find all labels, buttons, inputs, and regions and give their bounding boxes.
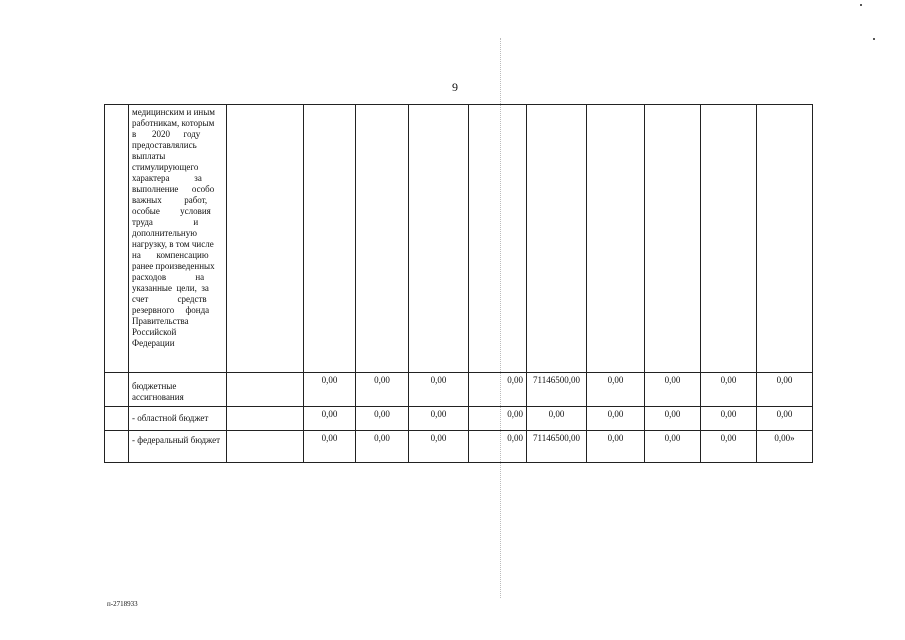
- description-line: характера за: [132, 173, 202, 183]
- value-cell: 0,00: [527, 407, 587, 431]
- value-cell: 0,00: [409, 373, 469, 407]
- table-cell: [304, 105, 356, 373]
- table-cell: [227, 431, 304, 463]
- value-cell: 0,00: [469, 431, 527, 463]
- document-code: п-2718933: [107, 600, 138, 608]
- table-cell: [105, 105, 129, 373]
- description-line: в 2020 году: [132, 129, 201, 139]
- value-cell: 0,00: [645, 431, 701, 463]
- description-line: счет средств: [132, 294, 207, 304]
- measure-description-cell: [129, 105, 227, 373]
- value-cell: 0,00: [409, 407, 469, 431]
- description-line: Федерации: [132, 338, 175, 348]
- value-cell: 0,00: [356, 431, 409, 463]
- table-row: [105, 407, 813, 431]
- measure-description: [132, 107, 223, 349]
- description-line: Российской: [132, 327, 177, 337]
- value-cell: 71146500,00: [527, 431, 587, 463]
- value-cell: 0,00: [757, 407, 813, 431]
- value-cell: 0,00: [645, 373, 701, 407]
- description-line: Правительства: [132, 316, 189, 326]
- value-cell: 0,00: [304, 431, 356, 463]
- value-cell: 0,00: [587, 407, 645, 431]
- budget-table: [104, 104, 813, 463]
- value-cell: 0,00: [587, 431, 645, 463]
- table-cell: [356, 105, 409, 373]
- value-cell: 0,00: [356, 407, 409, 431]
- value-cell: 0,00: [304, 407, 356, 431]
- description-line: труда и: [132, 217, 199, 227]
- row-label: бюджетные ассигнования: [129, 373, 227, 407]
- description-line: работникам, которым: [132, 118, 215, 128]
- description-line: особые условия: [132, 206, 211, 216]
- value-cell: 0,00: [701, 431, 757, 463]
- table-row: [105, 373, 813, 407]
- table-cell: [645, 105, 701, 373]
- table-cell: [105, 407, 129, 431]
- table-cell: [757, 105, 813, 373]
- description-line: предоставлялись: [132, 140, 197, 150]
- value-cell: 71146500,00: [527, 373, 587, 407]
- value-cell: 0,00: [757, 373, 813, 407]
- description-line: выполнение особо: [132, 184, 215, 194]
- description-line: расходов на: [132, 272, 205, 282]
- description-line: медицинским и иным: [132, 107, 215, 117]
- value-cell: 0,00: [469, 407, 527, 431]
- table-cell: [227, 407, 304, 431]
- table-cell: [587, 105, 645, 373]
- value-cell: 0,00: [701, 373, 757, 407]
- scan-speck: [873, 38, 875, 40]
- description-line: нагрузку, в том числе: [132, 239, 214, 249]
- value-cell: 0,00: [701, 407, 757, 431]
- table-cell: [701, 105, 757, 373]
- table-cell: [105, 373, 129, 407]
- table-cell: [469, 105, 527, 373]
- description-line: на компенсацию: [132, 250, 209, 260]
- page-number: 9: [452, 80, 458, 94]
- table-cell: [409, 105, 469, 373]
- value-cell: 0,00: [304, 373, 356, 407]
- table-cell: [105, 431, 129, 463]
- row-label: - федеральный бюджет: [129, 431, 227, 463]
- description-line: стимулирующего: [132, 162, 199, 172]
- row-label: - областной бюджет: [129, 407, 227, 431]
- description-line: выплаты: [132, 151, 166, 161]
- value-cell: 0,00: [587, 373, 645, 407]
- table-cell: [527, 105, 587, 373]
- table-cell: [227, 105, 304, 373]
- description-line: резервного фонда: [132, 305, 210, 315]
- table-cell: [227, 373, 304, 407]
- description-line: дополнительную: [132, 228, 197, 238]
- table-row: [105, 431, 813, 463]
- value-cell: 0,00»: [757, 431, 813, 463]
- value-cell: 0,00: [645, 407, 701, 431]
- scan-speck: [860, 4, 862, 6]
- description-line: указанные цели, за: [132, 283, 209, 293]
- table-row-description: [105, 105, 813, 373]
- value-cell: 0,00: [356, 373, 409, 407]
- value-cell: 0,00: [409, 431, 469, 463]
- description-line: ранее произведенных: [132, 261, 215, 271]
- value-cell: 0,00: [469, 373, 527, 407]
- description-line: важных работ,: [132, 195, 208, 205]
